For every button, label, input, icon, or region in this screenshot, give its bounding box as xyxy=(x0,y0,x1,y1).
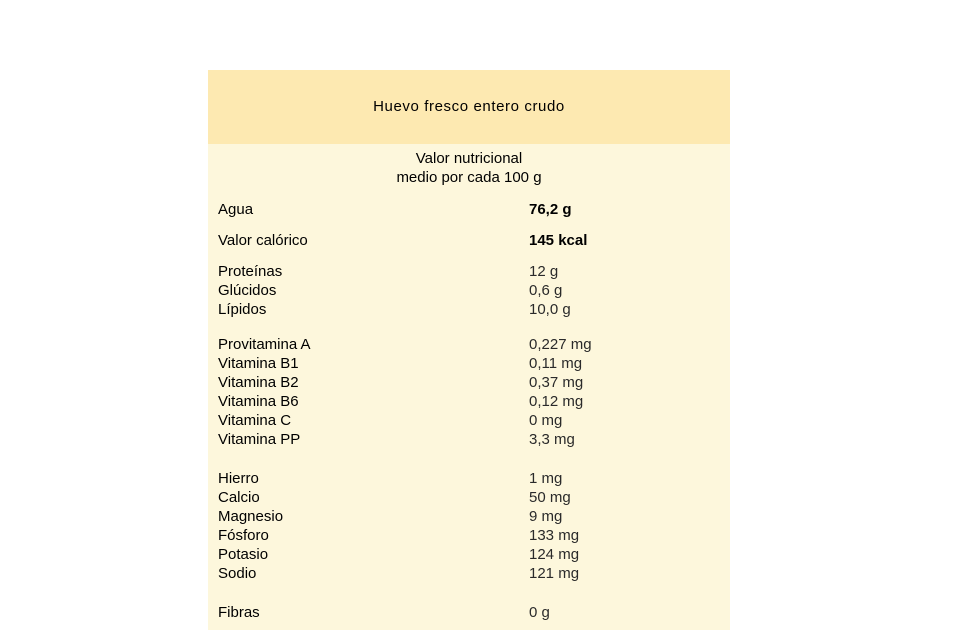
table-row xyxy=(208,507,730,526)
nutrient-value: 0 g xyxy=(529,604,550,621)
nutrient-name: Agua xyxy=(218,201,254,218)
nutrient-name: Fósforo xyxy=(218,527,269,544)
table-title: Huevo fresco entero crudo xyxy=(373,98,565,115)
nutrient-value: 0,37 mg xyxy=(529,374,584,391)
table-row xyxy=(208,545,730,564)
nutrient-name: Valor calórico xyxy=(218,232,308,249)
nutrient-name: Potasio xyxy=(218,546,269,563)
nutrient-name: Vitamina B1 xyxy=(218,355,299,372)
nutrient-name: Hierro xyxy=(218,470,259,487)
nutrient-value: 0,11 mg xyxy=(529,355,583,372)
table-row xyxy=(208,488,730,507)
table-row xyxy=(208,411,730,430)
table-row xyxy=(208,430,730,449)
subtitle-line-1: Valor nutricional xyxy=(415,150,523,167)
nutrient-value: 0,227 mg xyxy=(529,336,592,353)
table-row xyxy=(208,335,730,354)
nutrient-name: Vitamina B2 xyxy=(218,374,299,391)
nutrient-name: Vitamina C xyxy=(218,412,292,429)
nutrient-name: Vitamina B6 xyxy=(218,393,299,410)
table-row xyxy=(208,200,730,219)
table-row xyxy=(208,300,730,319)
nutrient-name: Calcio xyxy=(218,489,260,506)
table-row xyxy=(208,564,730,583)
table-row xyxy=(208,354,730,373)
nutrient-value: 1 mg xyxy=(529,470,563,487)
nutrient-value: 76,2 g xyxy=(529,201,572,218)
subtitle-line-2: medio por cada 100 g xyxy=(396,169,542,186)
nutrition-table xyxy=(208,70,730,630)
nutrient-value: 124 mg xyxy=(529,546,580,563)
nutrient-name: Magnesio xyxy=(218,508,284,525)
nutrient-name: Provitamina A xyxy=(218,336,311,353)
nutrient-name: Proteínas xyxy=(218,263,283,280)
nutrient-name: Glúcidos xyxy=(218,282,277,299)
table-row xyxy=(208,469,730,488)
nutrient-value: 0,12 mg xyxy=(529,393,584,410)
nutrient-value: 0,6 g xyxy=(529,282,563,299)
nutrient-name: Sodio xyxy=(218,565,257,582)
nutrient-value: 121 mg xyxy=(529,565,580,582)
table-row xyxy=(208,373,730,392)
nutrient-value: 3,3 mg xyxy=(529,431,575,448)
nutrient-value: 10,0 g xyxy=(529,301,571,318)
nutrient-value: 0 mg xyxy=(529,412,563,429)
nutrient-name: Vitamina PP xyxy=(218,431,301,448)
table-row xyxy=(208,231,730,250)
nutrient-value: 133 mg xyxy=(529,527,580,544)
nutrient-value: 50 mg xyxy=(529,489,571,506)
nutrient-value: 145 kcal xyxy=(529,232,588,249)
nutrient-value: 12 g xyxy=(529,263,559,280)
table-row xyxy=(208,603,730,622)
table-row xyxy=(208,526,730,545)
table-row xyxy=(208,392,730,411)
table-row xyxy=(208,281,730,300)
nutrient-name: Fibras xyxy=(218,604,260,621)
nutrient-name: Lípidos xyxy=(218,301,267,318)
nutrient-value: 9 mg xyxy=(529,508,563,525)
table-header xyxy=(208,70,730,144)
table-row xyxy=(208,262,730,281)
